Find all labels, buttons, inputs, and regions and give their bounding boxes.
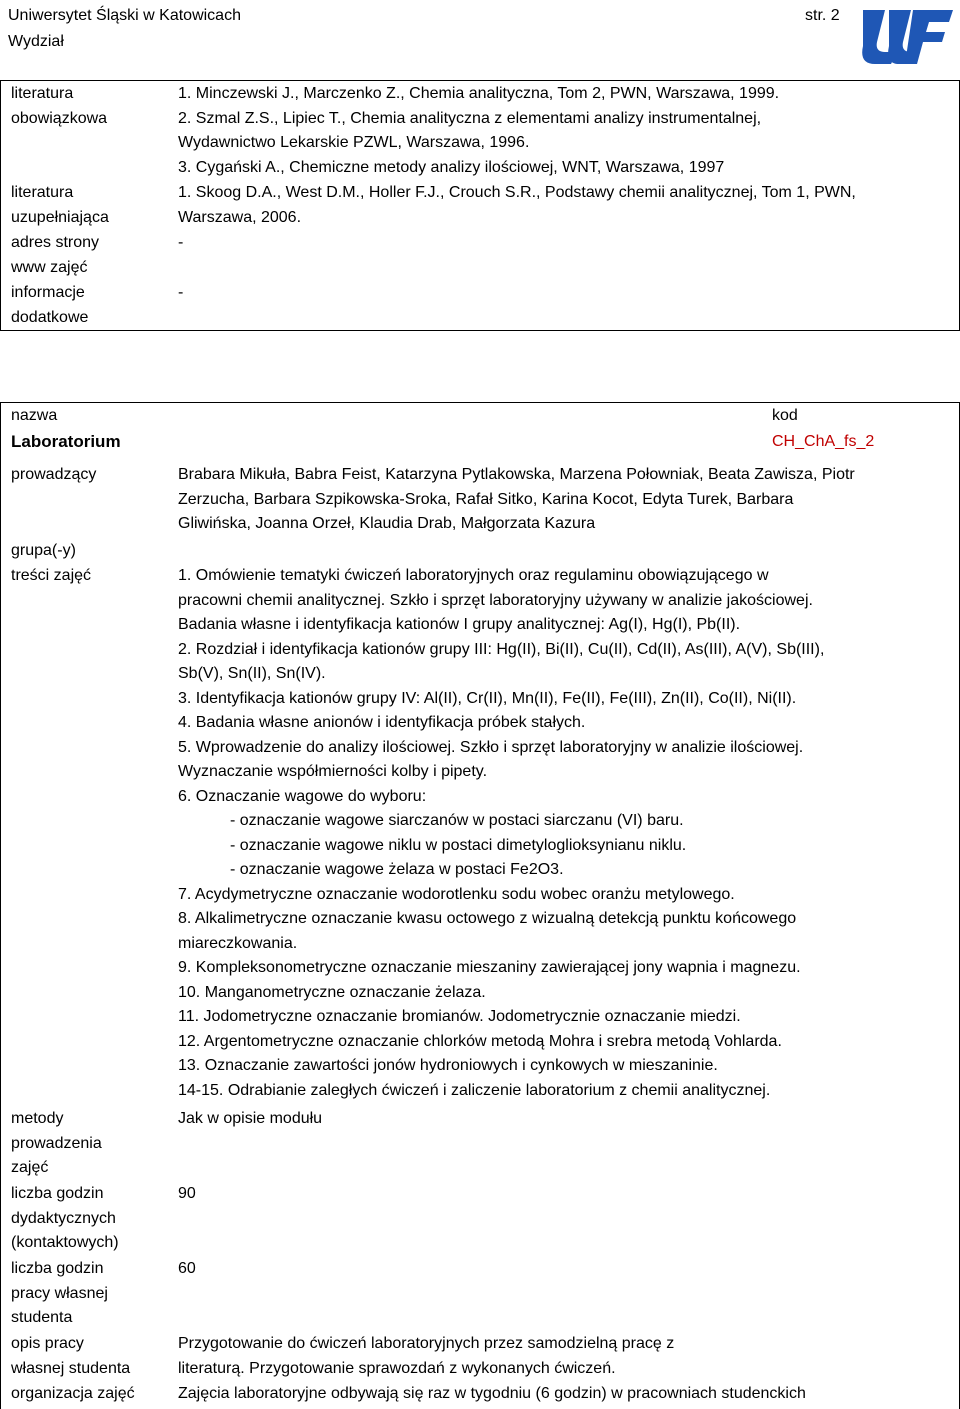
label-nazwa: nazwa (11, 407, 58, 424)
list-item: 14-15. Odrabianie zaległych ćwiczeń i zaliczenie laboratorium z chemii analitycznej. (178, 1081, 771, 1099)
label-godziny-wlasne (11, 1257, 108, 1331)
label-line: pracy własnej (11, 1284, 108, 1302)
list-item: - oznaczanie wagowe niklu w postaci dimetyloglioksynianu niklu. (230, 836, 687, 854)
label-metody (11, 1107, 102, 1181)
label-line: metody (11, 1110, 64, 1127)
godziny-wlasne-value: 60 (178, 1260, 196, 1277)
label-informacje (11, 281, 88, 330)
page-header (0, 0, 960, 70)
list-item: 12. Argentometryczne oznaczanie chlorków metodą Mohra i srebra metodą Vohlarda. (178, 1032, 782, 1050)
list-item: 10. Manganometryczne oznaczanie żelaza. (178, 983, 486, 1001)
label-www (11, 231, 99, 280)
list-item: 3. Identyfikacja kationów grupy IV: Al(II), Cr(II), Mn(II), Fe(II), Fe(III), Zn(II), Co(II), Ni(II). (178, 689, 797, 707)
list-item: 11. Jodometryczne oznaczanie bromianów. Jodometrycznie oznaczanie miedzi. (178, 1008, 741, 1025)
label-line: liczba godzin (11, 1185, 104, 1202)
metody-value: Jak w opisie modułu (178, 1110, 323, 1127)
label-literatura-uzupelniajaca (11, 181, 109, 230)
opis-pracy-value (178, 1332, 950, 1381)
www-value: - (178, 234, 184, 251)
label-line: literatura (11, 85, 74, 102)
list-item: - oznaczanie wagowe żelaza w postaci Fe2O3. (230, 861, 564, 878)
literatura-uzupelniajaca-list (178, 181, 950, 230)
list-item: pracowni chemii analitycznej. Szkło i sprzęt laboratoryjny używany w analizie jakościowej. (178, 591, 813, 609)
list-item: 4. Badania własne anionów i identyfikacja próbek stałych. (178, 714, 586, 731)
label-line: dydaktycznych (11, 1209, 116, 1227)
label-line: adres strony (11, 234, 100, 251)
list-item: 9. Kompleksonometryczne oznaczanie mieszaniny zawierającej jony wapnia i magnezu. (178, 959, 801, 976)
label-line: studenta (11, 1309, 73, 1326)
label-tresci: treści zajęć (11, 567, 92, 584)
list-item: 1. Skoog D.A., West D.M., Holler F.J., Crouch S.R., Podstawy chemii analitycznej, Tom 1, PWN, (178, 184, 856, 201)
label-line: opis pracy (11, 1335, 84, 1352)
label-line: uzupełniająca (11, 208, 109, 226)
label-line: obowiązkowa (11, 109, 108, 127)
label-line: literatura (11, 184, 74, 201)
page-number: str. 2 (805, 7, 840, 24)
label-line: informacje (11, 284, 85, 301)
label-line: (kontaktowych) (11, 1234, 119, 1251)
prowadzacy-list (178, 463, 950, 537)
list-item: 6. Oznaczanie wagowe do wyboru: (178, 787, 427, 805)
label-line: liczba godzin (11, 1260, 104, 1277)
text-line: Gliwińska, Joanna Orzeł, Klaudia Drab, Małgorzata Kazura (178, 515, 596, 532)
course-code: CH_ChA_fs_2 (772, 433, 875, 450)
text-line: Zerzucha, Barbara Szpikowska-Sroka, Rafał Sitko, Karina Kocot, Edyta Turek, Barbara (178, 490, 794, 508)
label-line: www zajęć (11, 258, 88, 276)
list-item: 1. Omówienie tematyki ćwiczeń laboratoryjnych oraz regulaminu obowiązującego w (178, 567, 769, 584)
list-item: 1. Minczewski J., Marczenko Z., Chemia analityczna, Tom 2, PWN, Warszawa, 1999. (178, 85, 780, 102)
text-line: Brabara Mikuła, Babra Feist, Katarzyna Pytlakowska, Marzena Połowniak, Beata Zawisza, Piotr (178, 466, 855, 483)
list-item: 2. Szmal Z.S., Lipiec T., Chemia analityczna z elementami analizy instrumentalnej, (178, 109, 762, 127)
label-line: prowadzenia (11, 1134, 102, 1152)
tresci-list (178, 564, 950, 1103)
list-item: 5. Wprowadzenie do analizy ilościowej. Szkło i sprzęt laboratoryjny w analizie ilościowej. (178, 738, 804, 756)
label-grupa: grupa(-y) (11, 542, 76, 559)
list-item: 2. Rozdział i identyfikacja kationów grupy III: Hg(II), Bi(II), Cu(II), Cd(II), As(III), A(V), Sb(III), (178, 640, 825, 658)
label-kod: kod (772, 407, 798, 424)
list-item: 3. Cygański A., Chemiczne metody analizy ilościowej, WNT, Warszawa, 1997 (178, 158, 725, 176)
godziny-kontaktowe-value: 90 (178, 1185, 196, 1202)
list-item: Sb(V), Sn(II), Sn(IV). (178, 665, 326, 682)
organizacja-value: Zajęcia laboratoryjne odbywają się raz w tygodniu (6 godzin) w pracowniach studenckich (178, 1385, 806, 1402)
label-line: zajęć (11, 1159, 49, 1176)
text-line: literaturą. Przygotowanie sprawozdań z wykonanych ćwiczeń. (178, 1359, 616, 1377)
list-item: 7. Acydymetryczne oznaczanie wodorotlenku sodu wobec oranżu metylowego. (178, 885, 735, 903)
list-item: miareczkowania. (178, 934, 298, 952)
label-literatura-obowiazkowa (11, 82, 107, 131)
university-logo-icon (855, 2, 955, 68)
course-name: Laboratorium (11, 432, 121, 451)
list-item: 8. Alkalimetryczne oznaczanie kwasu octowego z wizualną detekcją punktu końcowego (178, 910, 797, 927)
faculty-name: Wydział (8, 33, 64, 50)
label-line: własnej studenta (11, 1359, 131, 1377)
label-opis-pracy (11, 1332, 130, 1381)
label-line: dodatkowe (11, 308, 89, 326)
informacje-value: - (178, 284, 184, 301)
list-item: Warszawa, 2006. (178, 208, 302, 226)
list-item: Wydawnictwo Lekarskie PZWL, Warszawa, 1996. (178, 134, 530, 151)
list-item: - oznaczanie wagowe siarczanów w postaci siarczanu (VI) baru. (230, 812, 684, 829)
label-organizacja: organizacja zajęć (11, 1385, 135, 1402)
list-item: 13. Oznaczanie zawartości jonów hydroniowych i cynkowych w mieszaninie. (178, 1057, 718, 1074)
university-name: Uniwersytet Śląski w Katowicach (8, 7, 241, 24)
literatura-obowiazkowa-list (178, 82, 950, 180)
text-line: Przygotowanie do ćwiczeń laboratoryjnych przez samodzielną pracę z (178, 1335, 675, 1352)
label-godziny-kontaktowe (11, 1182, 119, 1256)
list-item: Badania własne i identyfikacja kationów I grupy analitycznej: Ag(I), Hg(I), Pb(II). (178, 616, 741, 633)
label-prowadzacy: prowadzący (11, 466, 97, 483)
list-item: Wyznaczanie współmierności kolby i pipety. (178, 763, 488, 780)
